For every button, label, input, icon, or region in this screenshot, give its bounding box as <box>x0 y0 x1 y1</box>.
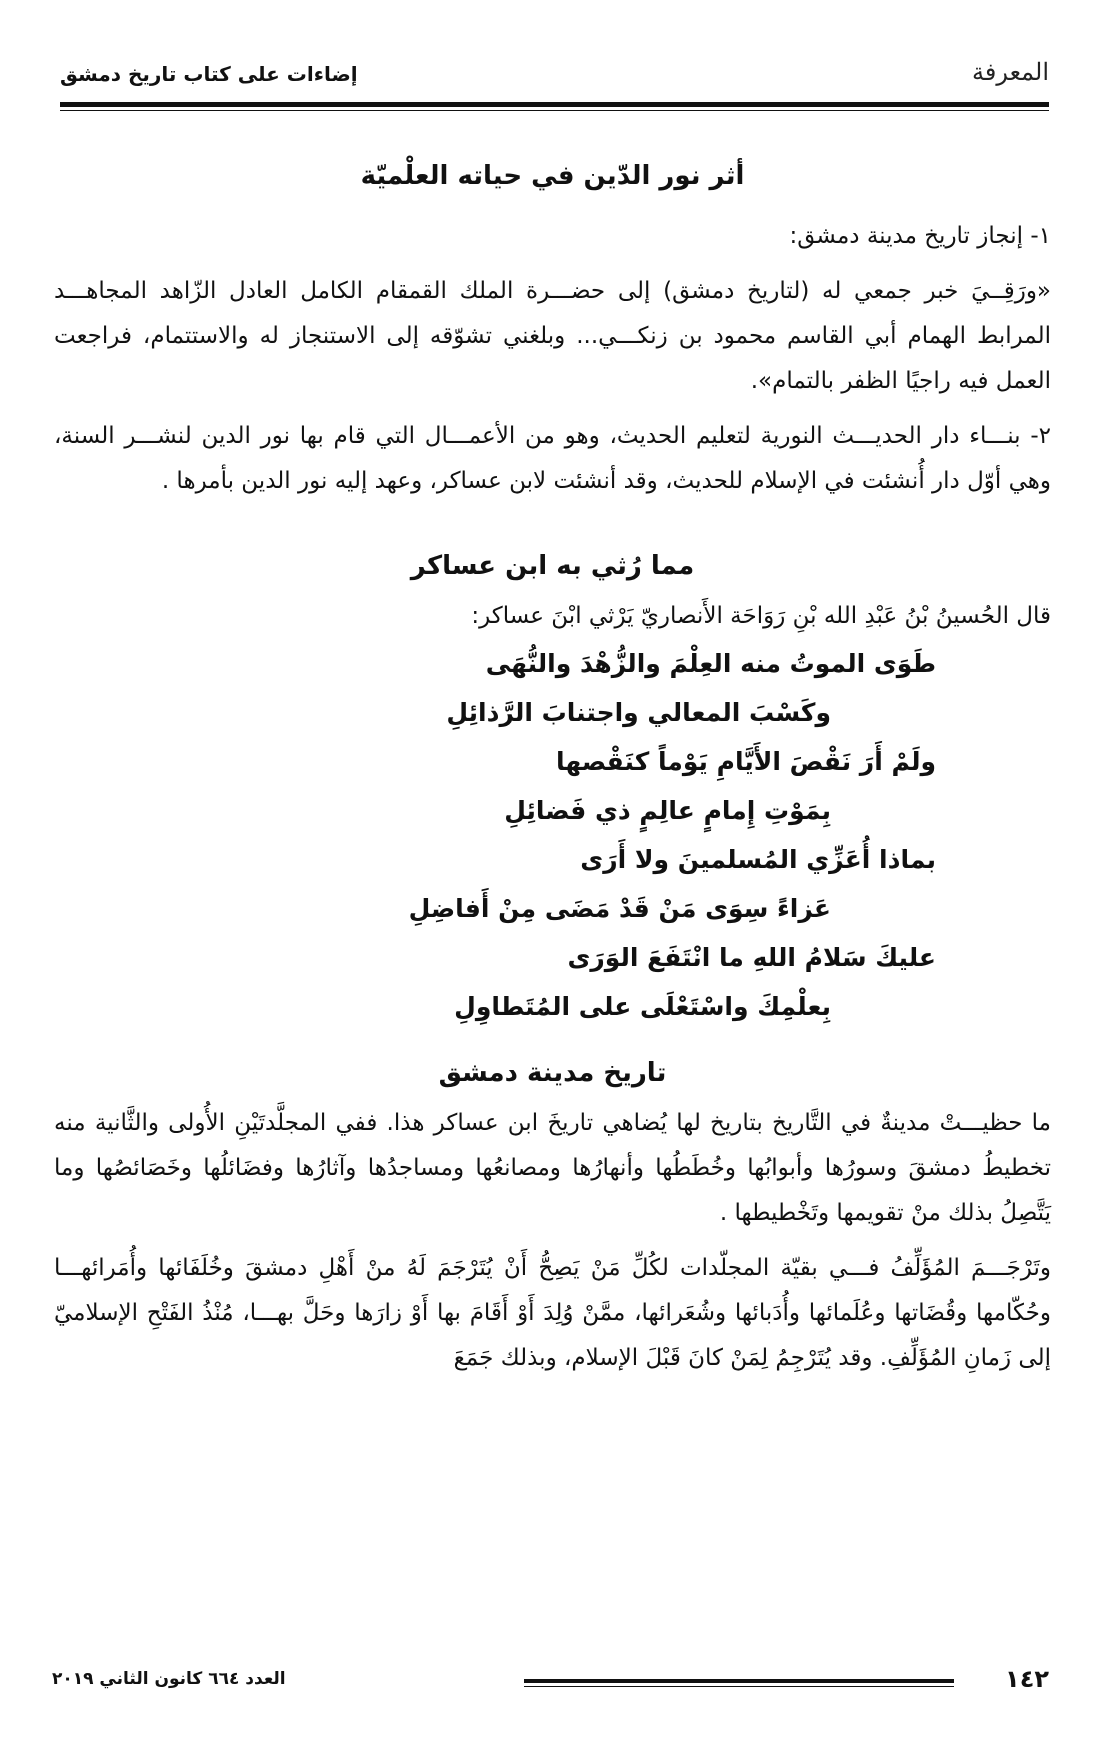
verse-line: عليكَ سَلامُ اللهِ ما انْتَفَعَ الوَرَى <box>567 943 936 972</box>
verse-line: بِمَوْتِ إِمامٍ عالِمٍ ذي فَضائِلِ <box>504 796 831 825</box>
quote-paragraph: «ورَقِــيَ خبر جمعي له (لتاريخ دمشق) إلى حضـــرة الملك القمقام الكامل العادل الزّاهد المجاهـــد المرابط الهمام أبي القاسم محمود بن زنكـــي... وبلغني تشوّقه إلى الاستنجاز له والاستتمام، فراجعت العمل فيه راجيًا الظفر بالتمام». <box>54 278 1051 394</box>
verse-line: طَوَى الموتُ منه العِلْمَ والزُّهْدَ والنُّهَى <box>485 649 936 678</box>
history-paragraph-1: ما حظيـــتْ مدينةٌ في التَّاريخ بتاريخ لها يُضاهي تاريخَ ابن عساكر هذا. ففي المجلَّدتَيْنِ الأُولى والثَّانية منه تخطيطُ دمشقَ وسورُها وأبوابُها وخُطَطُها وأنهارُها ومصانعُها ومساجدُها وآثارُها وفضَائلُها وخَصَائصُها وما يَتَّصِلُ بذلك منْ تقويمها وتَخْطيطها . <box>54 1110 1051 1226</box>
page-header <box>60 40 1049 100</box>
verse-line: بِعلْمِكَ واسْتَعْلَى على المُتَطاوِلِ <box>454 992 831 1021</box>
elegy-poem <box>54 639 1051 1031</box>
verse-line: وكَسْبَ المعالي واجتنابَ الرَّذائِلِ <box>446 698 831 727</box>
history-paragraph-2: وتَرْجَـــمَ المُؤَلِّفُ فـــي بقيّة المجلّدات لكُلِّ مَنْ يَصِحُّ أَنْ يُتَرْجَمَ لَهُ منْ أَهْلِ دمشقَ وخُلَفَائها وأُمَرائهـــا وحُكّامها وقُضَاتها وعُلَمائها وأُدَبائها وشُعَرائها، ممَّنْ وُلِدَ أَوْ أَقَامَ بها أَوْ زارَها وحَلَّ بهـــا، مُنْذُ الفَتْحِ الإسلاميّ إلى زَمانِ المُؤَلِّفِ. وقد يُتَرْجِمُ لِمَنْ كانَ قَبْلَ الإسلام، وبذلك جَمَعَ <box>54 1255 1051 1371</box>
list-item-2: ٢- بنـــاء دار الحديـــث النورية لتعليم الحديث، وهو من الأعمـــال التي قام بها نور الدين لنشـــر السنة، وهي أوّل دار أُنشئت في الإسلام للحديث، وقد أنشئت لابن عساكر، وعهد إليه نور الدين بأمرها . <box>54 423 1051 494</box>
running-title: إضاءات على كتاب تاريخ دمشق <box>60 62 358 86</box>
journal-logo: المعرفة <box>971 58 1049 86</box>
page-number: ١٤٢ <box>1005 1665 1049 1693</box>
footer-rule-thick <box>524 1679 954 1683</box>
verse-line: ولَمْ أَرَ نَقْصَ الأَيَّامِ يَوْماً كنَقْصها <box>556 747 936 776</box>
list-item-1: ١- إنجاز تاريخ مدينة دمشق: <box>789 223 1051 249</box>
section-heading-scholarly-life: أثر نور الدّين في حياته العلْميّة <box>360 161 745 191</box>
verse-line: عَزاءً سِوَى مَنْ قَدْ مَضَى مِنْ أَفاضِلِ <box>408 894 831 923</box>
header-rule-thick <box>60 102 1049 107</box>
verse-line: بماذا أُعَزِّي المُسلمينَ ولا أَرَى <box>580 845 936 874</box>
article-body <box>54 148 1051 1381</box>
issue-info: العدد ٦٦٤ كانون الثاني ٢٠١٩ <box>52 1669 286 1689</box>
header-rule-thin <box>60 110 1049 111</box>
footer-rule-thin <box>524 1686 954 1687</box>
elegy-intro: قال الحُسينُ بْنُ عَبْدِ الله بْنِ رَوَاحَة الأَنصاريّ يَرْثي ابْنَ عساكر: <box>471 603 1051 629</box>
section-heading-history-of-damascus: تاريخ مدينة دمشق <box>438 1058 667 1088</box>
section-heading-elegy: مما رُثي به ابن عساكر <box>410 551 695 581</box>
page-footer <box>52 1665 1049 1699</box>
